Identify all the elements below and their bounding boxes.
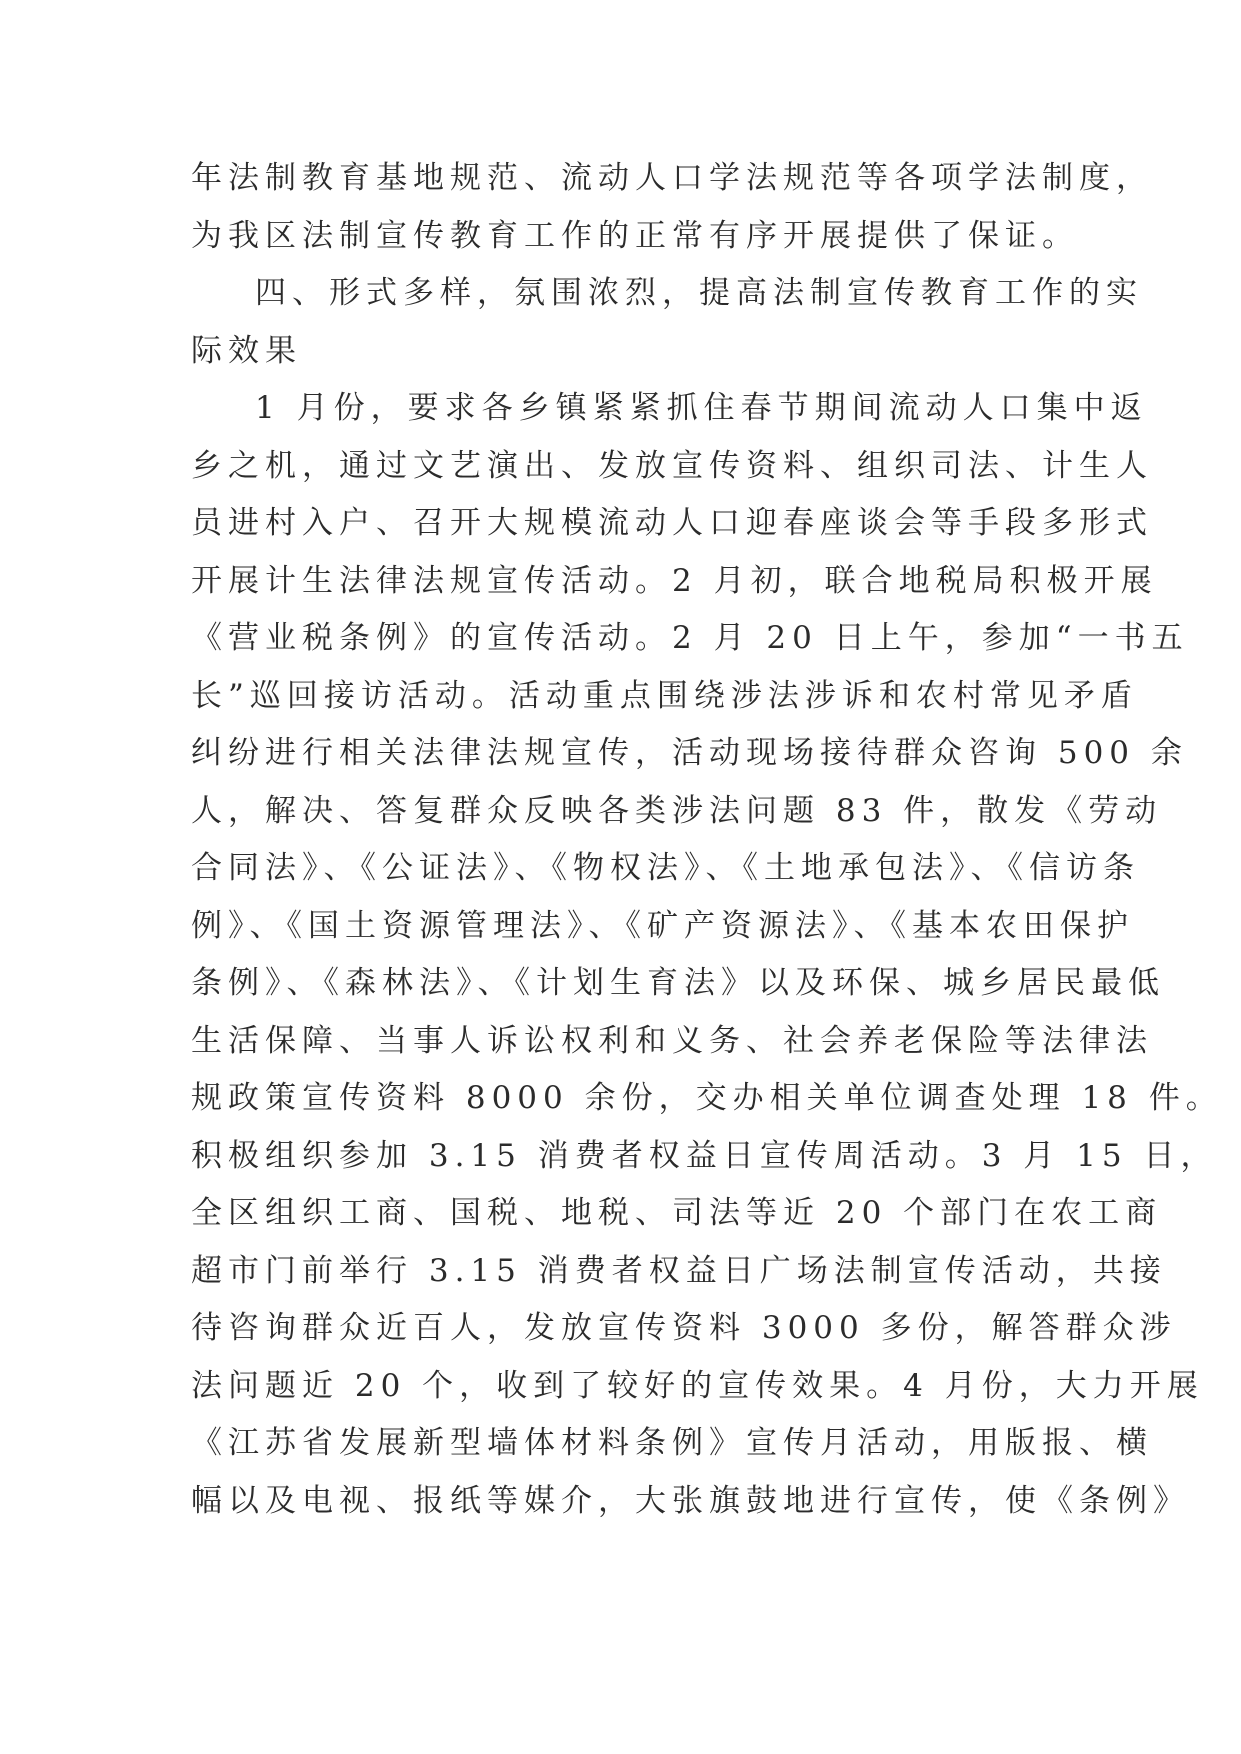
text-line: 长”巡回接访活动。活动重点围绕涉法涉诉和农村常见矛盾 bbox=[191, 677, 1138, 714]
body-text bbox=[191, 150, 1223, 1530]
text-line: 人，解决、答复群众反映各类涉法问题 83 件，散发《劳动 bbox=[191, 792, 1163, 829]
text-line: 法问题近 20 个，收到了较好的宣传效果。4 月份，大力开展 bbox=[191, 1367, 1204, 1404]
text-line: 合同法》、《公证法》、《物权法》、《土地承包法》、《信访条 bbox=[191, 850, 1140, 886]
text-line: 条例》、《森林法》、《计划生育法》以及环保、城乡居民最低 bbox=[191, 965, 1165, 1001]
text-line: 《营业税条例》的宣传活动。2 月 20 日上午，参加“一书五 bbox=[191, 620, 1189, 656]
text-line: 年法制教育基地规范、流动人口学法规范等各项学法制度， bbox=[191, 160, 1153, 196]
text-line: 积极组织参加 3.15 消费者权益日宣传周活动。3 月 15 日， bbox=[191, 1137, 1218, 1174]
text-line: 规政策宣传资料 8000 余份，交办相关单位调查处理 18 件。 bbox=[191, 1080, 1223, 1116]
text-line: 开展计生法律法规宣传活动。2 月初，联合地税局积极开展 bbox=[191, 562, 1158, 599]
text-line: 待咨询群众近百人，发放宣传资料 3000 多份，解答群众涉 bbox=[191, 1310, 1177, 1346]
text-line: 幅以及电视、报纸等媒介，大张旗鼓地进行宣传，使《条例》 bbox=[191, 1482, 1190, 1519]
text-line: 《江苏省发展新型墙体材料条例》宣传月活动，用版报、横 bbox=[191, 1425, 1153, 1461]
text-line: 超市门前举行 3.15 消费者权益日广场法制宣传活动，共接 bbox=[191, 1252, 1167, 1289]
text-line: 例》、《国土资源管理法》、《矿产资源法》、《基本农田保护 bbox=[191, 907, 1134, 944]
text-line: 全区组织工商、国税、地税、司法等近 20 个部门在农工商 bbox=[191, 1195, 1163, 1231]
section-heading-continuation: 际效果 bbox=[191, 332, 302, 369]
text-line: 为我区法制宣传教育工作的正常有序开展提供了保证。 bbox=[191, 217, 1079, 254]
text-line: 纠纷进行相关法律法规宣传，活动现场接待群众咨询 500 余 bbox=[191, 735, 1188, 771]
section-heading: 四、形式多样，氛围浓烈，提高法制宣传教育工作的实 bbox=[255, 275, 1143, 311]
text-line: 员进村入户、召开大规模流动人口迎春座谈会等手段多形式 bbox=[191, 505, 1153, 541]
paragraph-start: 1 月份，要求各乡镇紧紧抓住春节期间流动人口集中返 bbox=[255, 390, 1148, 426]
text-line: 生活保障、当事人诉讼权利和义务、社会养老保险等法律法 bbox=[191, 1022, 1153, 1059]
text-line: 乡之机，通过文艺演出、发放宣传资料、组织司法、计生人 bbox=[191, 447, 1153, 484]
